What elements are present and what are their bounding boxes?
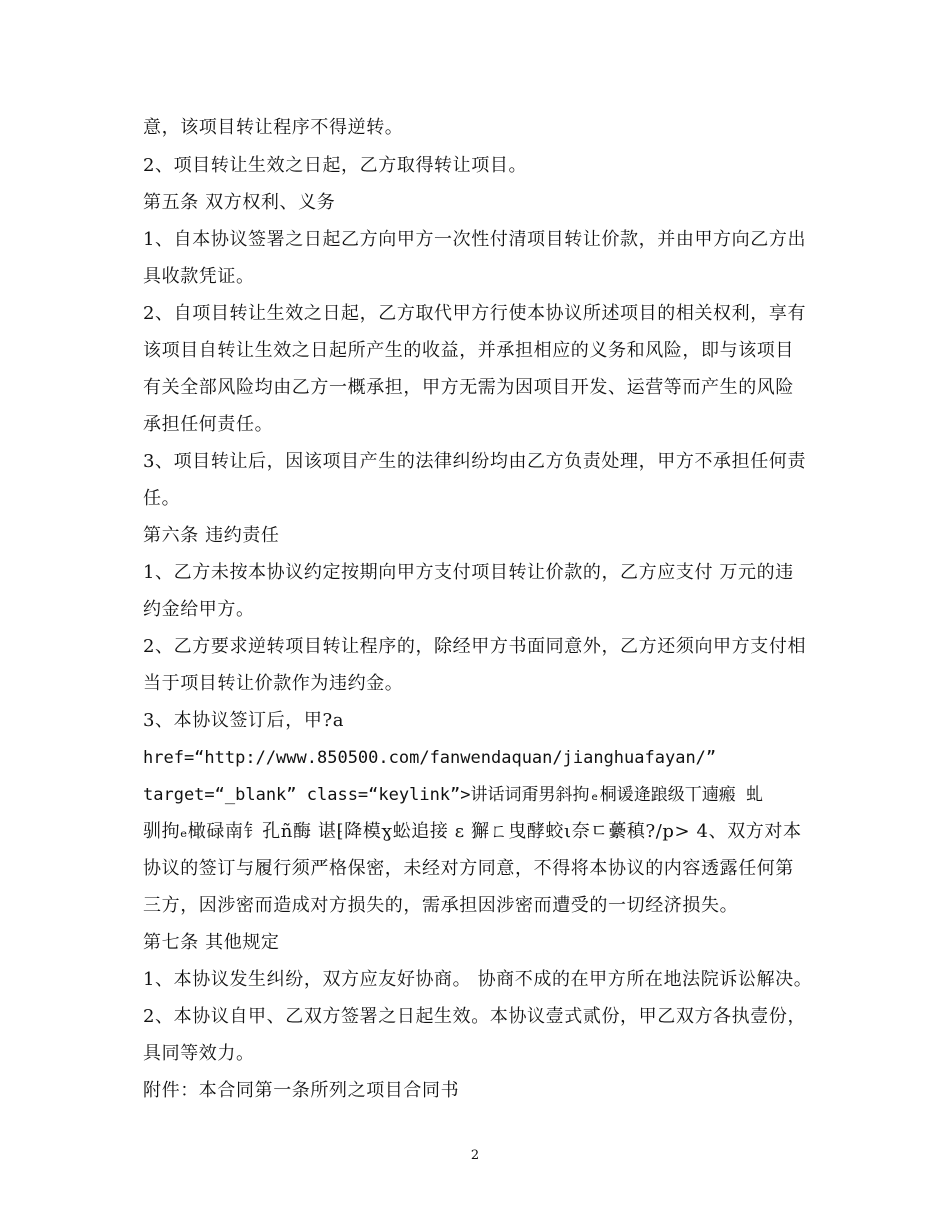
text-line: 附件：本合同第一条所列之项目合同书 <box>143 1080 460 1101</box>
text-line: 该项目自转让生效之日起所产生的收益，并承担相应的义务和风险，即与该项目 <box>143 340 794 361</box>
text-line: 1、乙方未按本协议约定按期向甲方支付项目转让价款的，乙方应支付 万元的违 <box>143 562 794 583</box>
text-line: 3、项目转让后，因该项目产生的法律纠纷均由乙方负责处理，甲方不承担任何责 <box>143 451 807 472</box>
section-heading: 第五条 双方权利、义务 <box>143 192 336 213</box>
text-line: 具同等效力。 <box>143 1043 255 1064</box>
text-line: 3、本协议签订后，甲?a <box>143 710 345 731</box>
text-line: 1、本协议发生纠纷，双方应友好协商。 协商不成的在甲方所在地法院诉讼解决。 <box>143 969 813 990</box>
text-line: 约金给甲方。 <box>143 599 255 620</box>
text-line-code: href=“http://www.850500.com/fanwendaquan/jianghuafayan/” <box>143 748 717 768</box>
section-heading: 第七条 其他规定 <box>143 932 280 953</box>
text-line: 任。 <box>143 488 181 509</box>
text-line: 驯拘ₑ橄碌南钅孔ñ酶 谌⁅降模ɣ蚣追接 ε 獬ㄈ曳酵蛟ι奈ㄷ虆稹?/p> 4、双方对本 <box>143 821 802 842</box>
page-number: 2 <box>470 1148 480 1163</box>
text-line: 协议的签订与履行须严格保密，未经对方同意，不得将本协议的内容透露任何第 <box>143 858 794 879</box>
section-heading: 第六条 违约责任 <box>143 525 280 546</box>
text-line: 2、本协议自甲、乙双方签署之日起生效。本协议壹式贰份，甲乙双方各执壹份， <box>143 1006 807 1027</box>
text-line: 2、项目转让生效之日起，乙方取得转让项目。 <box>143 155 528 176</box>
text-line: 2、乙方要求逆转项目转让程序的，除经甲方书面同意外，乙方还须向甲方支付相 <box>143 636 807 657</box>
text-line: 当于项目转让价款作为违约金。 <box>143 673 404 694</box>
text-line: 2、自项目转让生效之日起，乙方取代甲方行使本协议所述项目的相关权利，享有 <box>143 303 807 324</box>
text-line: 具收款凭证。 <box>143 266 255 287</box>
text-line: 有关全部风险均由乙方一概承担，甲方无需为因项目开发、运营等而产生的风险 <box>143 377 794 398</box>
text-line: 三方，因涉密而造成对方损失的，需承担因涉密而遭受的一切经济损失。 <box>143 895 739 916</box>
text-line: 承担任何责任。 <box>143 414 274 435</box>
text-line: 1、自本协议签署之日起乙方向甲方一次性付清项目转让价款，并由甲方向乙方出 <box>143 229 807 250</box>
text-line-code: target=“_blank” class=“keylink”>讲话词甭男斜拘ₑ桐谖逄踉级丅遖瘢 虬 <box>143 785 763 805</box>
text-line: 意，该项目转让程序不得逆转。 <box>143 117 404 138</box>
